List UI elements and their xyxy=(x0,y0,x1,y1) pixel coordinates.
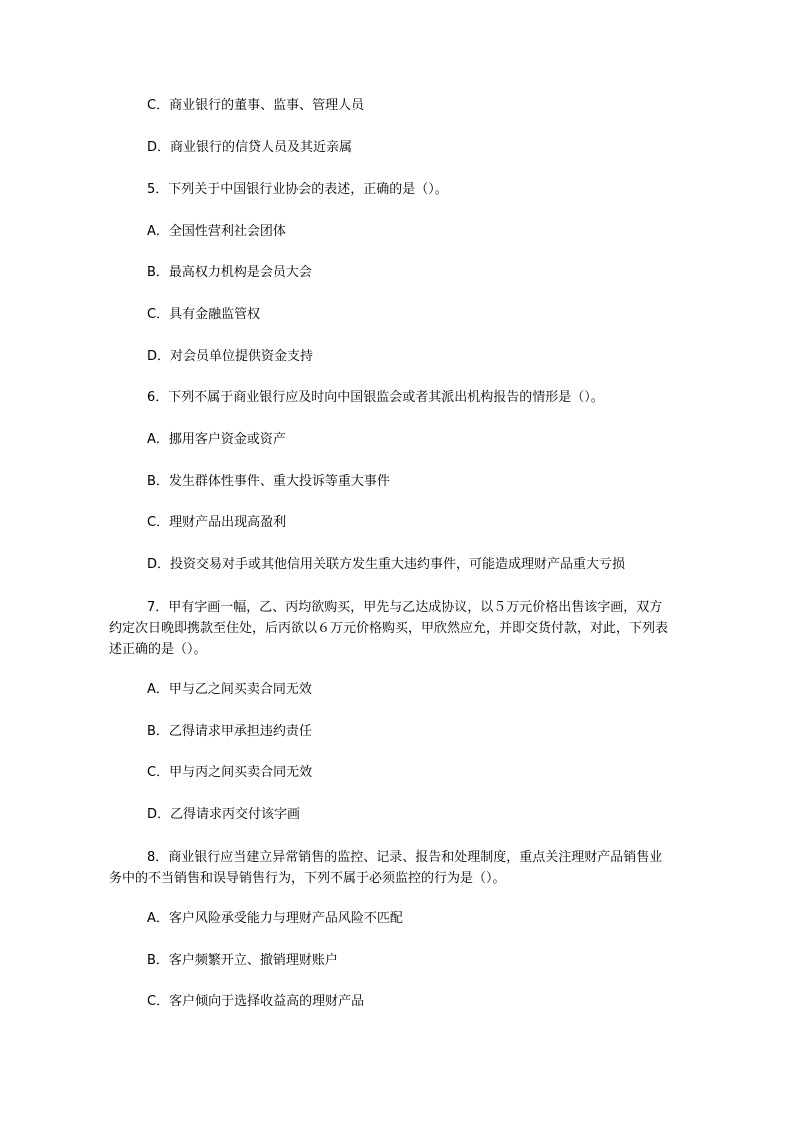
option-line: C．客户倾向于选择收益高的理财产品 xyxy=(147,994,365,1009)
option-line: D．商业银行的信贷人员及其近亲属 xyxy=(147,140,353,155)
option-line: A．甲与乙之间买卖合同无效 xyxy=(147,682,312,697)
option-line: B．最高权力机构是会员大会 xyxy=(147,265,312,280)
option-line: A．客户风险承受能力与理财产品风险不匹配 xyxy=(147,911,403,926)
question-7: 7．甲有字画一幅，乙、丙均欲购买，甲先与乙达成协议，以５万元价格出售该字画，双方约定次日晚即携款至住处，后丙欲以６万元价格购买，甲欣然应允，并即交货付款，对此，下列表述正确的是（）。 xyxy=(109,600,669,657)
option-line: D．乙得请求丙交付该字画 xyxy=(147,807,301,822)
option-line: B．乙得请求甲承担违约责任 xyxy=(147,724,312,739)
option-line: A．全国性营利社会团体 xyxy=(147,224,286,239)
question-5: 5．下列关于中国银行业协会的表述，正确的是（）。 xyxy=(147,182,448,197)
option-line: C．甲与丙之间买卖合同无效 xyxy=(147,765,313,780)
option-line: D．投资交易对手或其他信用关联方发生重大违约事件，可能造成理财产品重大亏损 xyxy=(147,557,626,572)
option-line: C．商业银行的董事、监事、管理人员 xyxy=(147,98,365,113)
option-line: C．具有金融监管权 xyxy=(147,307,261,322)
option-line: C．理财产品出现高盈利 xyxy=(147,515,287,530)
question-6: 6．下列不属于商业银行应及时向中国银监会或者其派出机构报告的情形是（）。 xyxy=(147,390,604,405)
option-line: D．对会员单位提供资金支持 xyxy=(147,349,314,364)
option-line: B．客户频繁开立、撤销理财账户 xyxy=(147,953,338,968)
question-8: 8．商业银行应当建立异常销售的监控、记录、报告和处理制度，重点关注理财产品销售业务中的不当销售和误导销售行为，下列不属于必须监控的行为是（）。 xyxy=(109,850,663,886)
option-line: B．发生群体性事件、重大投诉等重大事件 xyxy=(147,474,390,489)
option-line: A．挪用客户资金或资产 xyxy=(147,432,286,447)
